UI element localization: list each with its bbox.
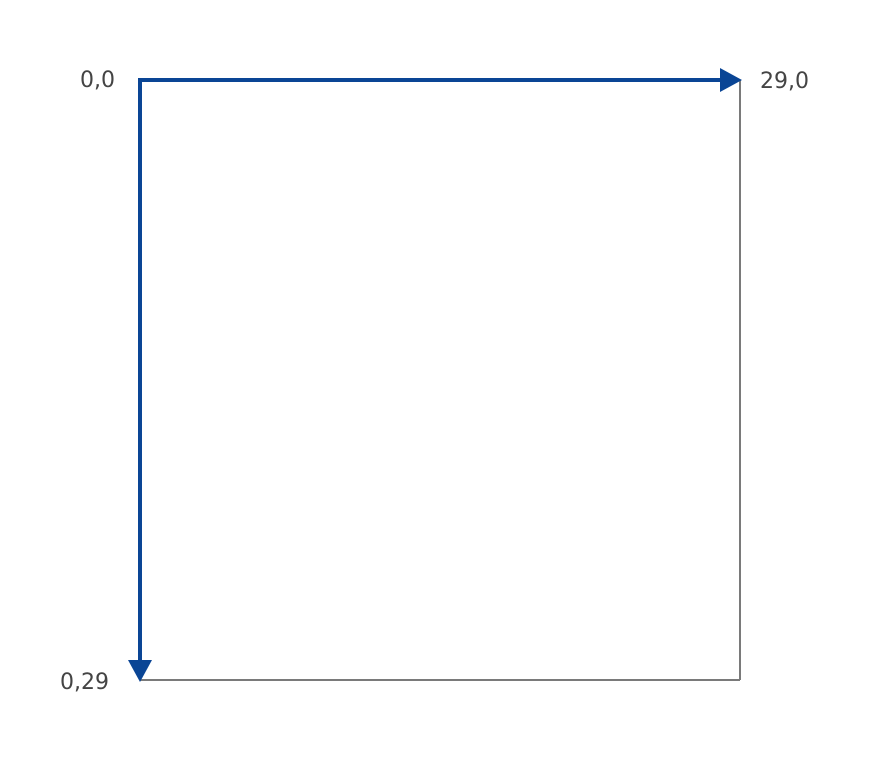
bottom-left-coordinate-label: 0,29 [60,670,109,695]
y-axis-arrowhead [128,660,152,682]
origin-coordinate-label: 0,0 [80,68,115,93]
top-right-coordinate-label: 29,0 [760,69,809,94]
x-axis-arrowhead [720,68,742,92]
